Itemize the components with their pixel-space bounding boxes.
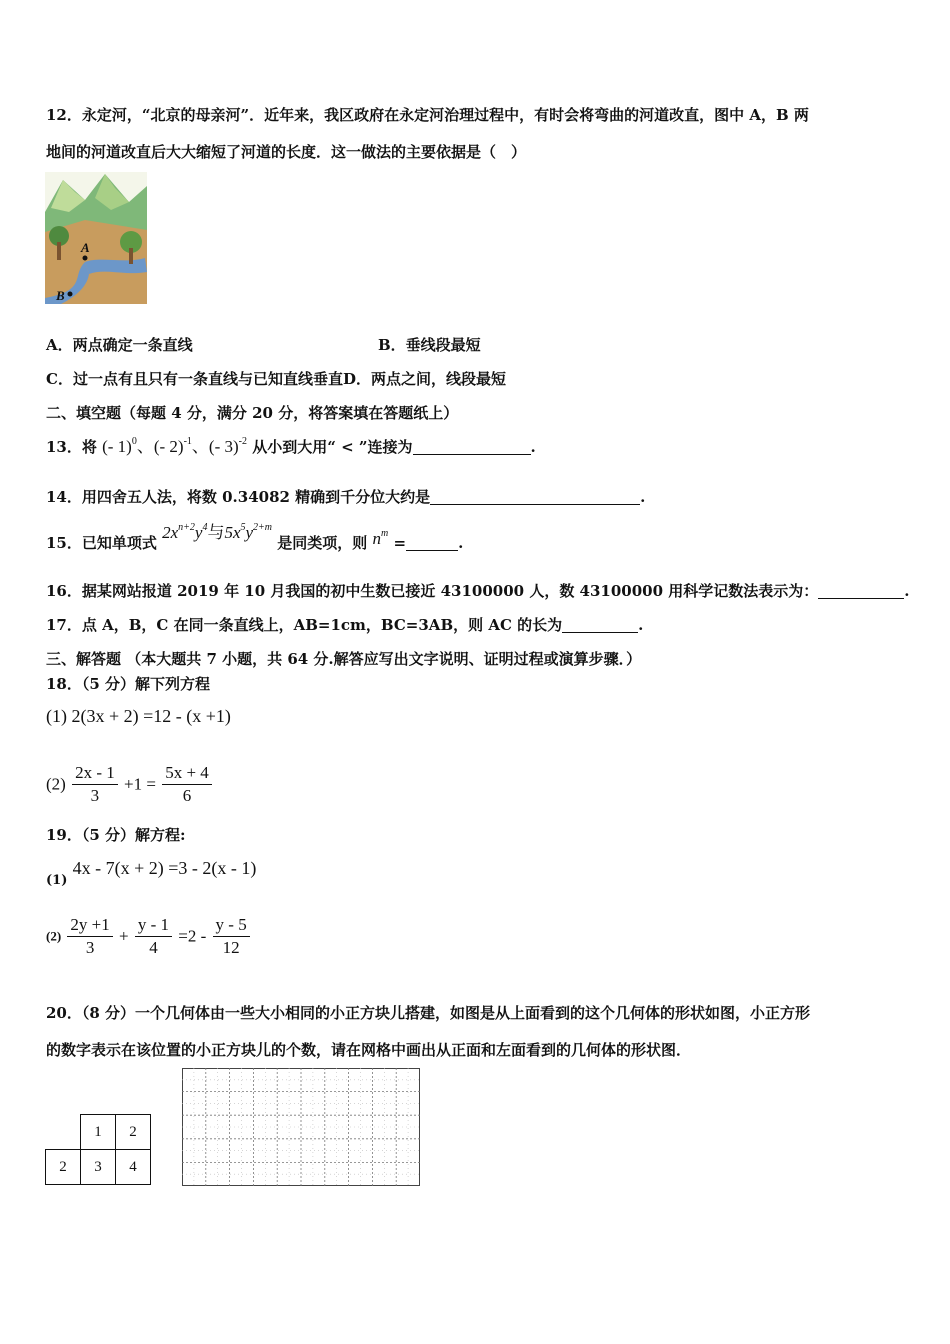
q15-eq: = [393,534,407,552]
q13-end: . [530,438,536,456]
q15-end: . [458,534,464,552]
top-view-cell: 2 [115,1114,151,1150]
q17-text: 17．点 A，B，C 在同一条直线上，AB=1cm，BC=3AB，则 AC 的长为 [46,616,563,634]
river-landscape-image [45,172,147,304]
q13-expr1: (- 1)$^0$ [102,436,137,456]
q17-end: . [638,616,644,634]
q15-and: 与 [207,523,225,542]
q18-eq2-label: (2) [46,774,66,794]
q16-answer-blank[interactable] [818,584,904,599]
q13-prefix: 13．将 [46,438,97,456]
option-a: A．两点确定一条直线 [46,336,193,354]
q16-end: . [904,582,910,600]
option-d: D．两点之间，线段最短 [342,370,506,388]
q14-end: . [640,488,646,506]
top-view-cell: 4 [115,1149,151,1185]
q15-answer-blank[interactable] [406,536,458,551]
q14-text: 14．用四舍五人法，将数 0.34082 精确到千分位大约是 [46,488,431,506]
q20-line1: 20．（8 分）一个几何体由一些大小相同的小正方块儿搭建，如图是从上面看到的这个几何体的形状如图，小正方形 [46,1004,811,1022]
q13-answer-blank[interactable] [413,440,531,455]
q15-prefix: 15．已知单项式 [46,534,157,552]
q15 [46,522,464,553]
point-b-label: B [56,288,65,303]
q18-title: 18．（5 分）解下列方程 [46,675,211,693]
q19-title: 19．（5 分）解方程: [46,826,186,844]
river-illustration [45,172,147,304]
q18-equation-1: (1) 2(3x + 2) =12 - (x +1) [46,706,231,726]
q18-fraction-right: $\frac{5x + 4}{6}$ [162,762,212,807]
q19-fraction-1: $\frac{2y +1}{3}$ [67,914,112,959]
q19-eq1-label: (1) [46,873,68,888]
section-solve-heading: 三、解答题 （本大题共 7 小题，共 64 分.解答应写出文字说明、证明过程或演算步骤．） [46,650,642,668]
q19-eq2-label: (2) [46,928,62,944]
q13-expr3: (- 3)$^{-2}$ [208,436,247,456]
q18-equation-2 [46,762,214,807]
q17-answer-blank[interactable] [562,618,638,633]
q18-eq2-mid: +1 = [124,774,156,794]
top-view-cell: 1 [80,1114,116,1150]
q15-monomial1: $2x^{n+2}y^4$ [162,522,208,542]
q19-eq1-text: 4x - 7(x + 2) =3 - 2(x - 1) [72,858,257,878]
top-view-cell: 3 [80,1149,116,1185]
q20-line2: 的数字表示在该位置的小正方块儿的个数，请在网格中画出从正面和左面看到的几何体的形状图． [46,1041,692,1059]
q12-line1: 12．永定河，“北京的母亲河”．近年来，我区政府在永定河治理过程中，有时会将弯曲的河道改直，图中 A，B 两 [46,106,809,124]
q18-fraction-left: $\frac{2x - 1}{3}$ [72,762,118,807]
drawing-grid-lines [182,1068,420,1186]
q13-sep2: 、 [191,437,209,456]
q15-after: 是同类项，则 [277,534,368,552]
q15-monomial2: $5x^5y^{2+m}$ [224,522,273,542]
q17 [46,614,643,635]
q13-suffix: 从小到大用“ < ”连接为 [252,438,413,456]
q14-answer-blank[interactable] [430,490,640,505]
point-a-label: A [81,240,90,255]
q19-equation-1 [46,858,257,888]
top-view-cell: 2 [45,1149,81,1185]
drawing-grid[interactable] [182,1068,420,1186]
q16 [46,580,910,601]
q19-fraction-3: $\frac{y - 5}{12}$ [213,914,250,959]
q14 [46,486,645,507]
q19-eq2-mid: =2 - [178,926,207,946]
q13 [46,432,536,457]
option-c-text: C．过一点有且只有一条直线与已知直线垂直 [46,370,343,388]
q19-fraction-2: $\frac{y - 1}{4}$ [135,914,172,959]
q15-n-power: $n^m$ [372,528,389,548]
q13-expr2: (- 2)$^{-1}$ [153,436,192,456]
q16-text: 16．据某网站报道 2019 年 10 月我国的初中生数已接近 43100000 人，数 43100000 用科学记数法表示为： [46,582,819,600]
q19-plus: + [119,926,129,946]
section-fill-in-heading: 二、填空题（每题 4 分，满分 20 分，将答案填在答题纸上） [46,404,459,422]
q12-line2: 地间的河道改直后大大缩短了河道的长度．这一做法的主要依据是（ ） [46,143,527,161]
option-c [46,368,506,389]
option-b: B．垂线段最短 [378,336,481,354]
q13-sep1: 、 [136,437,154,456]
q19-equation-2 [46,914,252,959]
